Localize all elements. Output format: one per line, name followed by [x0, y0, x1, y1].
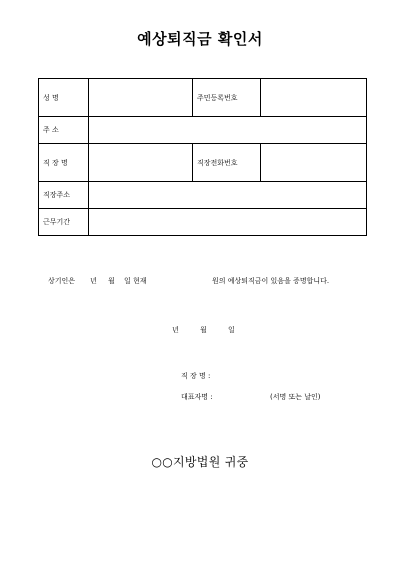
workplace-label: 직 장 명: [39, 144, 89, 182]
work-address-label: 직장주소: [39, 182, 89, 209]
rrn-field[interactable]: [261, 79, 367, 117]
table-row: [39, 144, 367, 182]
address-field[interactable]: [89, 117, 367, 144]
address-label: 주 소: [39, 117, 89, 144]
seal-note: (서명 또는 날인): [270, 393, 321, 401]
table-row: [39, 209, 367, 236]
statement-month: 월: [108, 277, 115, 285]
representative-label: 대표자명 :: [181, 393, 213, 401]
table-row: [39, 117, 367, 144]
work-address-field[interactable]: [89, 182, 367, 209]
statement-part2: 원의 예상퇴직금이 있음을 증명합니다.: [212, 277, 330, 285]
work-phone-field[interactable]: [261, 144, 367, 182]
rrn-label: 주민등록번호: [193, 79, 261, 117]
date-day: 일: [228, 326, 235, 334]
document-title: 예상퇴직금 확인서: [137, 30, 263, 48]
statement-year: 년: [90, 277, 97, 285]
company-name-label: 직 장 명 :: [181, 372, 211, 380]
statement-part1: 상기인은: [48, 277, 76, 285]
name-label: 성 명: [39, 79, 89, 117]
date-year: 년: [172, 326, 179, 334]
addressee: ○○지방법원 귀중: [151, 455, 249, 469]
employment-period-field[interactable]: [89, 209, 367, 236]
table-row: [39, 182, 367, 209]
workplace-field[interactable]: [89, 144, 193, 182]
info-table: [38, 78, 367, 236]
table-row: [39, 79, 367, 117]
date-month: 월: [200, 326, 207, 334]
work-phone-label: 직장전화번호: [193, 144, 261, 182]
statement-day: 일 현재: [124, 277, 147, 285]
name-field[interactable]: [89, 79, 193, 117]
employment-period-label: 근무기간: [39, 209, 89, 236]
